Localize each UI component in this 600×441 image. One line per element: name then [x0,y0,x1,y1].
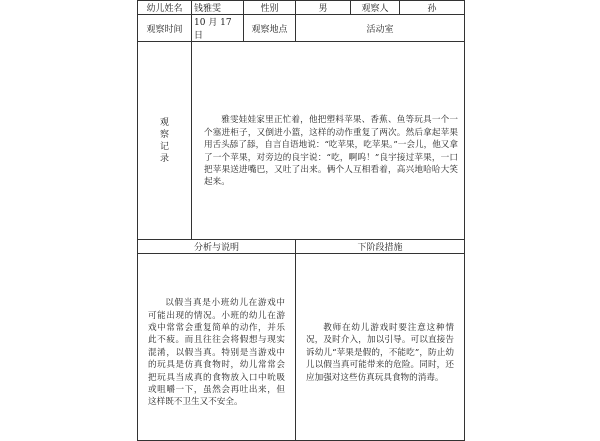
name-label: 幼儿姓名 [138,1,192,15]
record-label-char: 录 [159,153,169,164]
section-body-row [138,254,465,441]
observation-form-table [137,0,465,441]
place-label: 观察地点 [244,15,296,42]
time-value: 10 月 17 日 [192,15,244,42]
next-steps-text: 教师在幼儿游戏时要注意这种情况，及时介入，加以引导。可以直接告诉幼儿“苹果是假的，不能吃”，防止幼儿以假当真可能带来的危险。同时，还应加强对这些仿真玩具食物的消毒。 [306,322,454,383]
header-row-2 [138,15,465,42]
record-text: 雅雯娃娃家里正忙着，他把塑料苹果、香蕉、鱼等玩具一个一个塞进柜子，又倒进小篮，这样的动作重复了两次。然后拿起苹果用舌头舔了舔，自言自语地说：“吃苹果，吃苹果。”一会儿，他又拿了一个苹果，对旁边的良宇说：“吃，啊呜！”良宇接过苹果，一口把苹果送进嘴巴，又吐了出来。俩个人互相看着，高兴地哈哈大笑起来。 [204,115,458,188]
observation-record-row [138,42,465,240]
record-label [138,42,192,240]
analysis-title: 分析与说明 [138,240,296,254]
analysis-cell [138,254,296,441]
record-label-char: 观 [159,117,169,128]
time-label: 观察时间 [138,15,192,42]
record-content-cell [192,42,465,240]
observer-label: 观察人 [351,1,400,15]
section-captions-row [138,240,465,254]
record-label-char: 记 [159,141,169,152]
analysis-text: 以假当真是小班幼儿在游戏中可能出现的情况。小班的幼儿在游戏中常常会重复简单的动作，并乐此不疲。而且往往会将假想与现实混淆，以假当真。特别是当游戏中的玩具是仿真食物时，幼儿常常会把玩具当成真的食物放入口中吮吸或咀嚼一下，虽然会再吐出来，但这样既不卫生又不安全。 [148,298,285,408]
gender-label: 性别 [244,1,296,15]
observer-value: 孙 [400,1,465,15]
gender-value: 男 [296,1,351,15]
header-row-1 [138,1,465,15]
next-steps-cell [296,254,465,441]
name-value: 钱雅雯 [192,1,244,15]
record-label-char: 察 [159,129,169,140]
place-value: 活动室 [296,15,465,42]
next-steps-title: 下阶段措施 [296,240,465,254]
